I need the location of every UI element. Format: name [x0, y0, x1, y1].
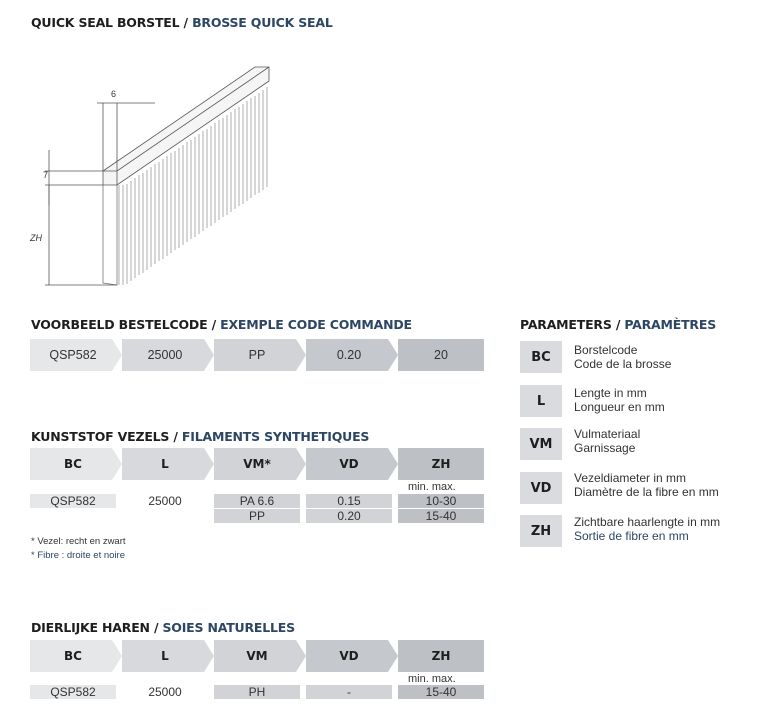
param-desc-bc: Borstelcode Code de la brosse: [574, 343, 672, 371]
parameters-heading: PARAMETERS / PARAMÈTRES: [520, 317, 717, 332]
dim-width-label: 6: [111, 89, 117, 99]
order-example-heading: VOORBEELD BESTELCODE / EXEMPLE CODE COMMANDE: [31, 317, 412, 332]
param-desc-vd: Vezeldiameter in mm Diamètre de la fibre en mm: [574, 471, 719, 499]
synthetic-row1-l: 25000: [122, 494, 208, 508]
synthetic-row2-vm: PP: [214, 509, 300, 523]
synthetic-minmax: min. max.: [408, 481, 456, 493]
synthetic-header-vd: VD: [339, 457, 359, 471]
param-desc-l: Lengte in mm Longueur en mm: [574, 386, 665, 414]
dim-height-label: 7: [43, 170, 49, 180]
synthetic-row2-vd: 0.20: [306, 509, 392, 523]
param-code-l: L: [520, 385, 562, 417]
order-cell-vd: 0.20: [336, 348, 362, 362]
synthetic-heading: KUNSTSTOF VEZELS / FILAMENTS SYNTHETIQUES: [31, 429, 370, 444]
synthetic-note-fr: * Fibre : droite et noire: [31, 550, 125, 561]
synthetic-header-vm: VM*: [243, 457, 271, 471]
natural-header-vm: VM: [246, 649, 268, 663]
synthetic-row1-zh: 10-30: [398, 494, 484, 508]
page-title: QUICK SEAL BORSTEL / BROSSE QUICK SEAL: [31, 15, 333, 30]
synthetic-row1-bc: QSP582: [30, 494, 116, 508]
order-cell-l: 25000: [147, 348, 183, 362]
natural-minmax: min. max.: [408, 673, 456, 685]
param-desc-zh: Zichtbare haarlengte in mm Sortie de fibre en mm: [574, 515, 721, 543]
natural-header-zh: ZH: [431, 649, 451, 663]
natural-header-bc: BC: [64, 649, 82, 663]
param-desc-vm: Vulmateriaal Garnissage: [574, 427, 641, 455]
natural-header-l: L: [161, 649, 169, 663]
synthetic-note-nl: * Vezel: recht en zwart: [31, 536, 126, 547]
synthetic-row1-vd: 0.15: [306, 494, 392, 508]
natural-row1-l: 25000: [122, 685, 208, 699]
synthetic-header-zh: ZH: [431, 457, 451, 471]
natural-header-vd: VD: [339, 649, 359, 663]
param-code-vd: VD: [520, 472, 562, 504]
order-cell-zh: 20: [434, 348, 448, 362]
synthetic-header-l: L: [161, 457, 169, 471]
brush-drawing: [25, 45, 285, 295]
synthetic-row2-zh: 15-40: [398, 509, 484, 523]
dim-zh-label: ZH: [30, 233, 42, 243]
param-code-zh: ZH: [520, 515, 562, 547]
synthetic-header-bc: BC: [64, 457, 82, 471]
synthetic-row1-vm: PA 6.6: [214, 494, 300, 508]
natural-heading: DIERLIJKE HAREN / SOIES NATURELLES: [31, 620, 295, 635]
natural-row1-vd: -: [306, 685, 392, 699]
natural-row1-bc: QSP582: [30, 685, 116, 699]
order-cell-vm: PP: [248, 348, 266, 362]
param-code-vm: VM: [520, 428, 562, 460]
order-cell-bc: QSP582: [49, 348, 97, 362]
natural-row1-vm: PH: [214, 685, 300, 699]
natural-row1-zh: 15-40: [398, 685, 484, 699]
param-code-bc: BC: [520, 341, 562, 373]
